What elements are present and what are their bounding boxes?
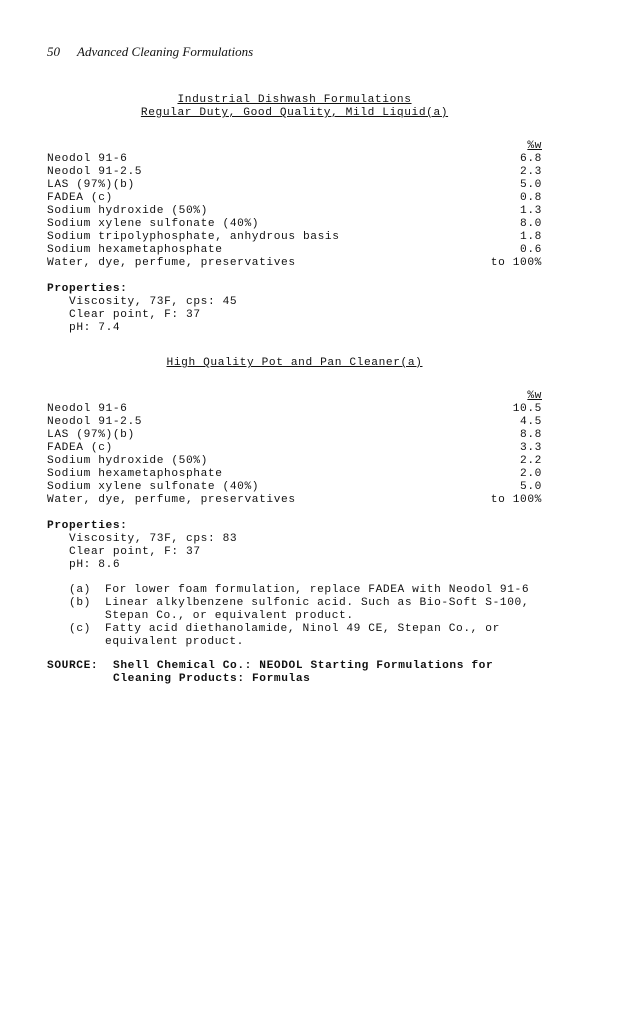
ingredient-name: Sodium hexametaphosphate [47,244,223,256]
ingredient-name: FADEA (c) [47,192,113,204]
ingredient-name: FADEA (c) [47,442,113,454]
table-row [47,179,542,192]
table-row [47,468,542,481]
ingredient-name: Sodium xylene sulfonate (40%) [47,481,260,493]
footnotes [47,584,542,649]
property-line: pH: 7.4 [69,322,121,334]
ingredient-name: Sodium hexametaphosphate [47,468,223,480]
property-line: pH: 8.6 [69,559,121,571]
ingredient-name: Water, dye, perfume, preservatives [47,494,296,506]
section1-ingredient-table [47,153,542,270]
pot-pan-cleaner-section [47,357,542,686]
table-row [47,166,542,179]
table-row [47,494,542,507]
ingredient-percent: 5.0 [520,179,542,191]
table-row [47,429,542,442]
footnote-tag: (c) [69,623,91,635]
footnote-text [105,623,542,649]
ingredient-name: Sodium hydroxide (50%) [47,205,208,217]
footnote [47,597,542,623]
table-row [47,218,542,231]
table-row [47,244,542,257]
ingredient-percent: 2.0 [520,468,542,480]
table-row [47,257,542,270]
running-header [47,44,253,60]
section2-ingredient-table [47,403,542,507]
ingredient-percent: 1.8 [520,231,542,243]
section1-properties [47,296,542,335]
source-line: Cleaning Products: Formulas [113,673,311,685]
section1-properties-title: Properties: [47,283,128,295]
table-row [47,481,542,494]
ingredient-name: LAS (97%)(b) [47,429,135,441]
footnote-tag: (a) [69,584,91,596]
dishwash-formulation-section [47,94,542,335]
ingredient-percent: 5.0 [520,481,542,493]
ingredient-name: Water, dye, perfume, preservatives [47,257,296,269]
page-number: 50 [47,44,60,59]
ingredient-percent: 1.3 [520,205,542,217]
ingredient-name: Neodol 91-6 [47,403,128,415]
footnote-line: Linear alkylbenzene sulfonic acid. Such as Bio-Soft S-100, [105,597,530,609]
ingredient-percent: 10.5 [512,403,542,415]
ingredient-percent: 0.6 [520,244,542,256]
source-line: Shell Chemical Co.: NEODOL Starting Formulations for [113,660,494,672]
ingredient-percent: 4.5 [520,416,542,428]
section2-column-header: %w [527,390,542,402]
section2-properties-title: Properties: [47,520,128,532]
section1-column-header: %w [527,140,542,152]
ingredient-name: Neodol 91-6 [47,153,128,165]
property-line: Viscosity, 73F, cps: 83 [69,533,238,545]
ingredient-name: Sodium hydroxide (50%) [47,455,208,467]
footnote [47,623,542,649]
table-row [47,205,542,218]
table-row [47,231,542,244]
ingredient-percent: 3.3 [520,442,542,454]
property-line: Viscosity, 73F, cps: 45 [69,296,238,308]
table-row [47,153,542,166]
footnote-text [105,584,542,597]
table-row [47,455,542,468]
footnote [47,584,542,597]
footnote-line: Stepan Co., or equivalent product. [105,610,354,622]
footnote-line: Fatty acid diethanolamide, Ninol 49 CE, Stepan Co., or [105,623,500,635]
section2-properties [47,533,542,572]
ingredient-percent: 0.8 [520,192,542,204]
section1-title-line2: Regular Duty, Good Quality, Mild Liquid(a) [140,107,449,119]
ingredient-percent: to 100% [490,257,542,269]
ingredient-percent: 6.8 [520,153,542,165]
property-line: Clear point, F: 37 [69,309,201,321]
table-row [47,403,542,416]
source-text [113,660,542,686]
source-label: SOURCE: [47,660,99,672]
footnote-line: equivalent product. [105,636,244,648]
property-line: Clear point, F: 37 [69,546,201,558]
source-citation [47,660,542,686]
ingredient-name: Sodium xylene sulfonate (40%) [47,218,260,230]
ingredient-name: Neodol 91-2.5 [47,166,143,178]
section1-title-line1: Industrial Dishwash Formulations [177,94,412,106]
ingredient-name: LAS (97%)(b) [47,179,135,191]
footnote-text [105,597,542,623]
table-row [47,416,542,429]
section2-title: High Quality Pot and Pan Cleaner(a) [166,357,423,369]
ingredient-percent: 2.3 [520,166,542,178]
ingredient-name: Neodol 91-2.5 [47,416,143,428]
ingredient-percent: 8.8 [520,429,542,441]
ingredient-percent: 2.2 [520,455,542,467]
table-row [47,442,542,455]
footnote-tag: (b) [69,597,91,609]
ingredient-name: Sodium tripolyphosphate, anhydrous basis [47,231,340,243]
footnote-line: For lower foam formulation, replace FADEA with Neodol 91-6 [105,584,530,596]
ingredient-percent: 8.0 [520,218,542,230]
ingredient-percent: to 100% [490,494,542,506]
table-row [47,192,542,205]
running-title: Advanced Cleaning Formulations [77,44,254,59]
